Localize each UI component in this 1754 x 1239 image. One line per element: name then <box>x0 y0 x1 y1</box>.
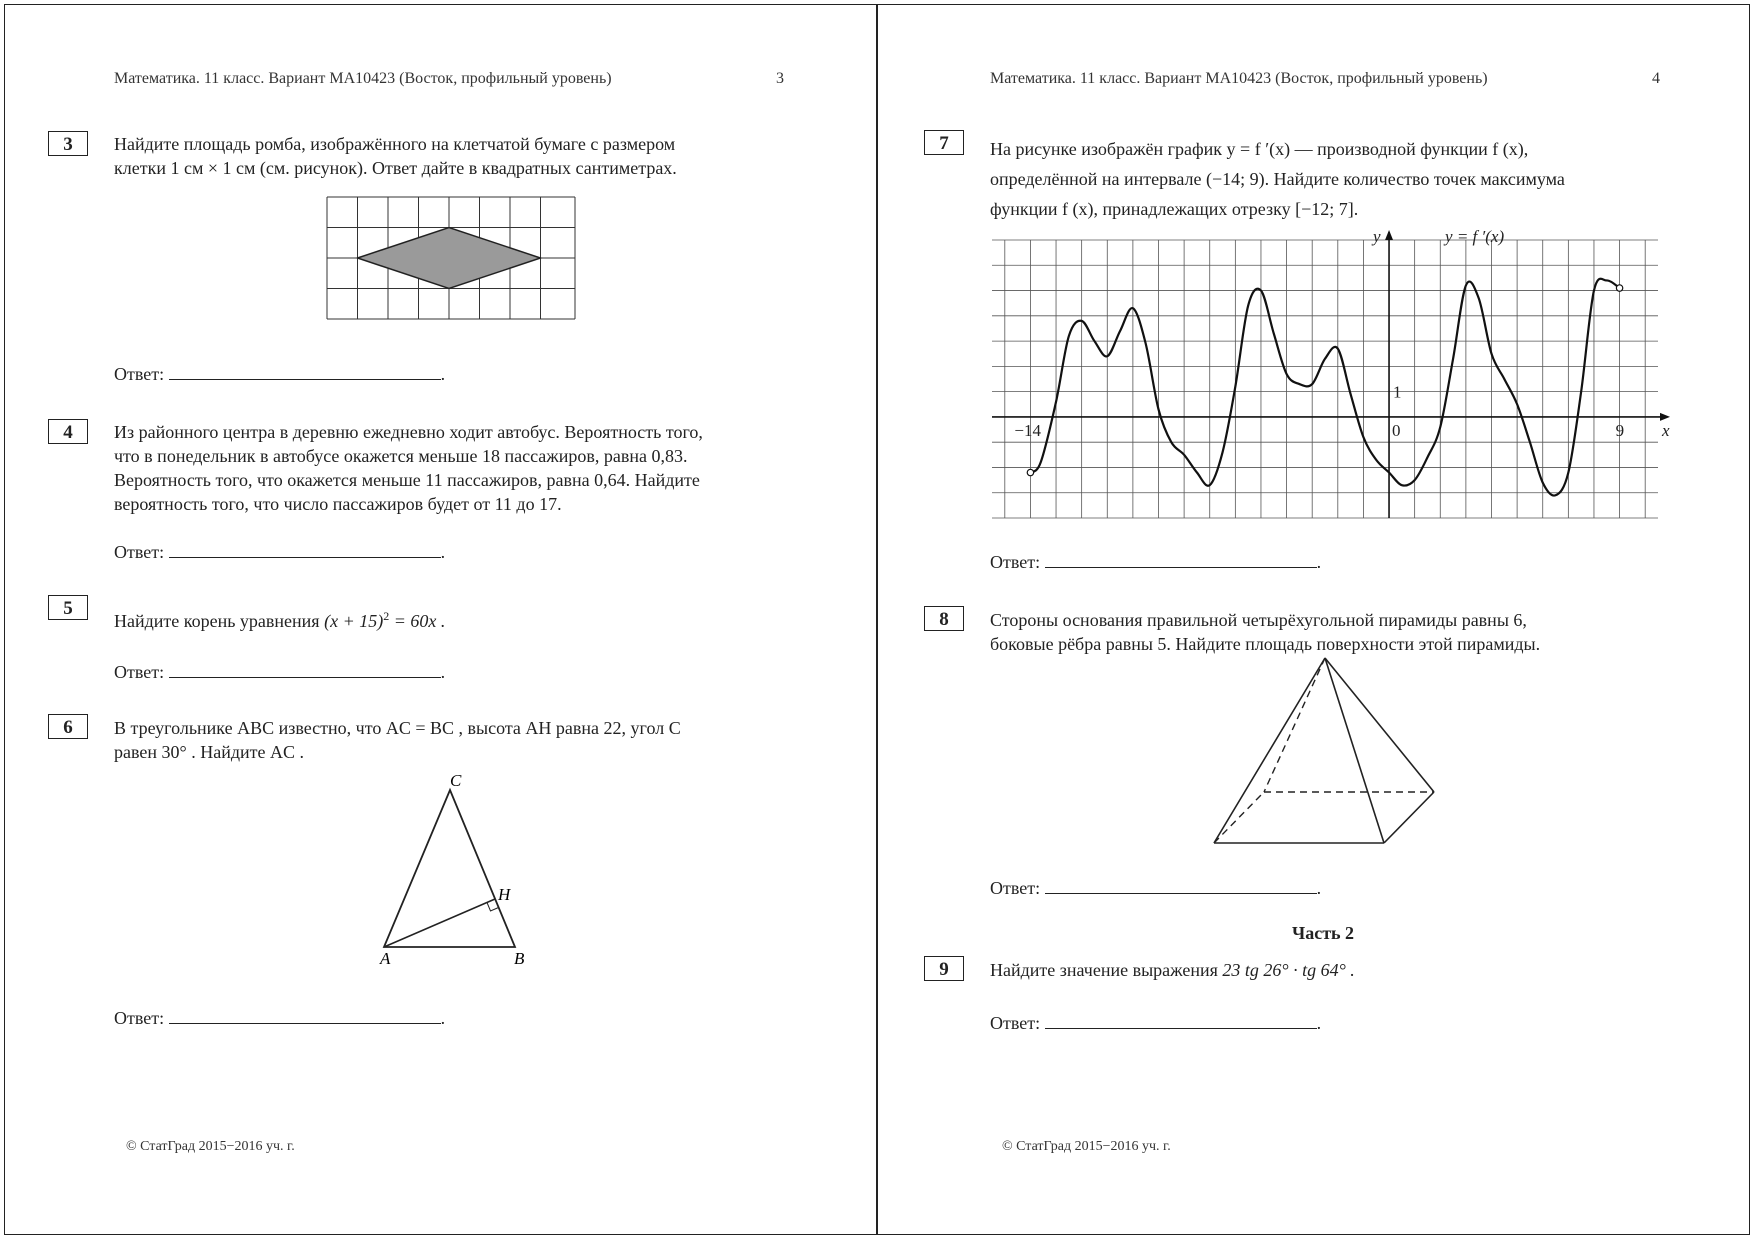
rhombus-shape <box>358 228 541 289</box>
task-number: 6 <box>48 714 88 739</box>
answer-label: Ответ: <box>990 878 1041 898</box>
y-axis-arrow <box>1385 230 1393 240</box>
task-text-line: определённой на интервале (−14; 9). Найдите количество точек максимума <box>990 169 1565 189</box>
answer-label: Ответ: <box>114 542 165 562</box>
x-tick-label: 9 <box>1615 420 1625 440</box>
task-number: 4 <box>48 419 88 444</box>
derivative-chart <box>980 228 1670 528</box>
x-axis-label: x <box>1662 420 1670 440</box>
rhombus-grid-figure <box>326 196 576 322</box>
task-text-line: На рисунке изображён график y = f ′(x) — производной функции f (x), <box>990 139 1529 159</box>
answer-field[interactable] <box>169 1007 441 1024</box>
answer-row: Ответ: . <box>114 542 446 562</box>
task-text <box>114 716 786 764</box>
task-text-line: клетки 1 см × 1 см (см. рисунок). Ответ дайте в квадратных сантиметрах. <box>114 158 677 178</box>
task-text <box>114 604 786 633</box>
task-text-line: вероятность того, что число пассажиров будет от 11 до 17. <box>114 494 562 514</box>
page-header: Математика. 11 класс. Вариант МА10423 (Восток, профильный уровень) <box>990 70 1488 87</box>
equation: (x + 15) <box>324 611 384 631</box>
answer-label: Ответ: <box>114 364 165 384</box>
y-tick-label: 1 <box>1393 382 1402 402</box>
open-endpoint <box>1027 469 1033 475</box>
answer-row: Ответ: . <box>114 1008 446 1028</box>
answer-row: Ответ: . <box>990 878 1322 898</box>
task-number: 8 <box>924 606 964 631</box>
derivative-curve <box>1030 279 1619 496</box>
foot-h-label: H <box>498 885 511 904</box>
task-text-line: Стороны основания правильной четырёхугольной пирамиды равны 6, <box>990 610 1527 630</box>
task-text-line: Из районного центра в деревню ежедневно ходит автобус. Вероятность того, <box>114 422 703 442</box>
task-text-line: боковые рёбра равны 5. Найдите площадь поверхности этой пирамиды. <box>990 634 1541 654</box>
task-text <box>114 132 786 180</box>
task-text-line: Найдите корень уравнения <box>114 611 320 631</box>
answer-label: Ответ: <box>990 552 1041 572</box>
answer-field[interactable] <box>169 661 441 678</box>
equation-exponent: 2 <box>383 609 390 623</box>
chart-title: y = f ′(x) <box>1445 228 1505 246</box>
task-text-line: что в понедельник в автобусе окажется меньше 18 пассажиров, равна 0,83. <box>114 446 688 466</box>
answer-field[interactable] <box>1045 877 1317 894</box>
page-number: 3 <box>776 70 784 87</box>
answer-row: Ответ: . <box>114 662 446 682</box>
task-number: 3 <box>48 131 88 156</box>
answer-field[interactable] <box>1045 551 1317 568</box>
task-number: 9 <box>924 956 964 981</box>
expression: 23 tg 26° · tg 64° . <box>1222 960 1355 980</box>
task-text <box>990 958 1662 982</box>
x-tick-label: 0 <box>1392 420 1401 440</box>
answer-label: Ответ: <box>114 662 165 682</box>
task-text-line: В треугольнике ABC известно, что AC = BC , высота AH равна 22, угол C <box>114 718 681 738</box>
task-text-line: Найдите площадь ромба, изображённого на клетчатой бумаге с размером <box>114 134 676 154</box>
pyramid-figure <box>1210 654 1450 846</box>
answer-row: Ответ: . <box>990 552 1322 572</box>
triangle-figure <box>370 768 540 974</box>
answer-row: Ответ: . <box>990 1013 1322 1033</box>
task-number: 5 <box>48 595 88 620</box>
open-endpoint <box>1616 285 1622 291</box>
page-footer: © СтатГрад 2015−2016 уч. г. <box>126 1139 295 1154</box>
part-2-heading: Часть 2 <box>1292 923 1355 943</box>
answer-field[interactable] <box>169 541 441 558</box>
vertex-c-label: C <box>450 771 462 790</box>
task-text-line: равен 30° . Найдите AC . <box>114 742 304 762</box>
task-number: 7 <box>924 130 964 155</box>
equation-rest: = 60x . <box>389 611 446 631</box>
x-axis-arrow <box>1660 413 1670 421</box>
task-text-line: Вероятность того, что окажется меньше 11 пассажиров, равна 0,64. Найдите <box>114 470 700 490</box>
answer-field[interactable] <box>1045 1012 1317 1029</box>
y-axis-label: y <box>1373 228 1381 246</box>
answer-label: Ответ: <box>990 1013 1041 1033</box>
answer-label: Ответ: <box>114 1008 165 1028</box>
page-header: Математика. 11 класс. Вариант МА10423 (Восток, профильный уровень) <box>114 70 612 87</box>
task-text <box>114 420 786 516</box>
answer-field[interactable] <box>169 363 441 380</box>
task-text <box>990 134 1662 224</box>
answer-row: Ответ: . <box>114 364 446 384</box>
vertex-a-label: A <box>380 949 391 968</box>
task-text-line: функции f (x), принадлежащих отрезку [−12; 7]. <box>990 199 1359 219</box>
page-number: 4 <box>1652 70 1660 87</box>
x-tick-label: −14 <box>1014 420 1042 440</box>
task-text-line: Найдите значение выражения <box>990 960 1218 980</box>
vertex-b-label: B <box>514 949 525 968</box>
task-text <box>990 608 1662 656</box>
page-footer: © СтатГрад 2015−2016 уч. г. <box>1002 1139 1171 1154</box>
